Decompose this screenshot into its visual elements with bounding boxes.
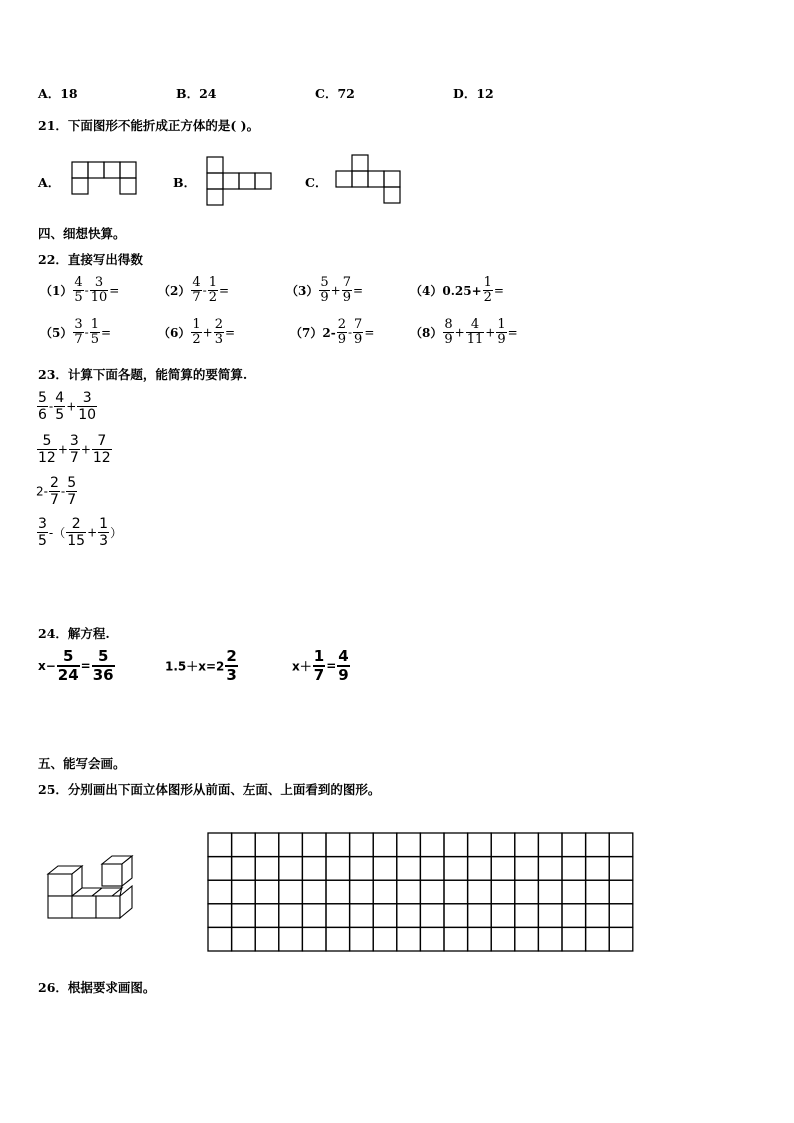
denominator: 7	[313, 666, 325, 684]
fraction	[66, 516, 86, 549]
grid-cell[interactable]	[515, 904, 539, 928]
grid-cell[interactable]	[420, 880, 444, 904]
grid-cell[interactable]	[586, 857, 610, 881]
grid-cell[interactable]	[397, 880, 421, 904]
grid-cell[interactable]	[468, 904, 492, 928]
drawing-grid[interactable]	[207, 832, 635, 954]
grid-cell[interactable]	[208, 857, 232, 881]
grid-cell[interactable]	[255, 880, 279, 904]
question-25-stem: 25．分别画出下面立体图形从前面、左面、上面看到的图形。	[38, 782, 381, 797]
operator: +	[454, 325, 465, 340]
q24-equation-2	[165, 648, 239, 684]
q22-item-8	[410, 318, 518, 347]
grid-cell[interactable]	[373, 857, 397, 881]
numerator: 5	[320, 275, 329, 290]
operator: =	[224, 325, 236, 340]
grid-cell[interactable]	[609, 880, 633, 904]
numerator: 1	[208, 275, 217, 290]
fraction	[214, 318, 224, 347]
q22-item-1	[40, 276, 119, 305]
grid-cell[interactable]	[232, 927, 256, 951]
q22-item-6	[158, 318, 235, 347]
operator: +	[80, 442, 91, 457]
fraction	[443, 318, 453, 347]
grid-cell[interactable]	[444, 857, 468, 881]
grid-cell[interactable]	[326, 927, 350, 951]
cube-net-c	[334, 153, 404, 205]
numerator: 3	[94, 275, 104, 290]
grid-cell[interactable]	[208, 880, 232, 904]
denominator: 7	[74, 332, 83, 347]
numerator: 2	[71, 516, 81, 532]
q21-label-a: A．	[38, 175, 61, 190]
fraction	[496, 318, 506, 347]
grid-cell[interactable]	[491, 880, 515, 904]
operator: -	[84, 325, 89, 340]
grid-cell[interactable]	[538, 927, 562, 951]
grid-cell[interactable]	[279, 904, 303, 928]
numerator: 1	[99, 516, 109, 532]
operator: +	[57, 442, 68, 457]
denominator: 12	[38, 450, 56, 466]
fraction	[342, 276, 352, 305]
denominator: 24	[57, 666, 79, 684]
denominator: 7	[69, 450, 79, 466]
fraction	[191, 318, 201, 347]
fraction	[483, 276, 493, 305]
grid-cell[interactable]	[491, 857, 515, 881]
q22-item-7	[290, 318, 374, 347]
grid-cell[interactable]	[350, 857, 374, 881]
grid-cell[interactable]	[538, 857, 562, 881]
grid-cell[interactable]	[279, 927, 303, 951]
operator: +	[330, 283, 341, 298]
fraction	[191, 276, 201, 305]
item-number: （8）	[410, 326, 443, 340]
grid-cell[interactable]	[350, 880, 374, 904]
grid-cell[interactable]	[232, 880, 256, 904]
grid-cell[interactable]	[444, 904, 468, 928]
denominator: 5	[90, 332, 99, 347]
numerator: 1	[483, 275, 492, 290]
grid-cell[interactable]	[326, 880, 350, 904]
grid-cell[interactable]	[444, 927, 468, 951]
operator: +	[66, 399, 77, 414]
operator: 2-	[36, 484, 48, 499]
item-number: （3）	[286, 284, 319, 298]
grid-cell[interactable]	[350, 904, 374, 928]
grid-cell[interactable]	[208, 927, 232, 951]
fraction	[37, 390, 48, 423]
q22-item-2	[158, 276, 229, 305]
q22-item-3	[286, 276, 363, 305]
grid-cell[interactable]	[562, 927, 586, 951]
operator: =	[100, 325, 112, 340]
operator: =	[364, 325, 375, 340]
operator: +	[87, 525, 98, 540]
grid-cell[interactable]	[609, 857, 633, 881]
grid-cell[interactable]	[397, 927, 421, 951]
grid-cell[interactable]	[279, 857, 303, 881]
denominator: 9	[444, 332, 453, 347]
denominator: 15	[67, 533, 86, 549]
grid-cell[interactable]	[255, 927, 279, 951]
grid-cell[interactable]	[373, 833, 397, 857]
denominator: 10	[90, 290, 108, 305]
fraction	[92, 433, 112, 466]
numerator: 3	[74, 317, 83, 332]
section-4-heading: 四、细想快算。	[38, 226, 126, 241]
numerator: 2	[337, 317, 346, 332]
q21-label-c: C．	[305, 175, 328, 190]
grid-cell[interactable]	[326, 833, 350, 857]
denominator: 7	[49, 492, 59, 508]
denominator: 9	[354, 332, 363, 347]
item-number: （6）	[158, 326, 191, 340]
grid-cell[interactable]	[397, 904, 421, 928]
grid-cell[interactable]	[491, 833, 515, 857]
numerator: 1	[192, 317, 201, 332]
grid-cell[interactable]	[586, 904, 610, 928]
numerator: 2	[214, 317, 223, 332]
fraction	[90, 276, 109, 305]
denominator: 9	[320, 290, 329, 305]
grid-cell[interactable]	[373, 904, 397, 928]
grid-cell[interactable]	[586, 880, 610, 904]
grid-cell[interactable]	[420, 833, 444, 857]
grid-cell[interactable]	[302, 833, 326, 857]
operator: -（	[48, 526, 66, 540]
grid-cell[interactable]	[538, 880, 562, 904]
q24-equation-1	[38, 648, 116, 684]
grid-cell[interactable]	[609, 927, 633, 951]
grid-cell[interactable]	[420, 904, 444, 928]
denominator: 3	[214, 332, 223, 347]
operator: -	[84, 283, 89, 298]
option-c: C．72	[315, 86, 355, 101]
operator: =	[80, 659, 91, 673]
operator: x−	[38, 659, 56, 673]
fraction	[337, 648, 349, 684]
q23-expression-2	[36, 433, 113, 466]
fraction	[208, 276, 218, 305]
grid-cell[interactable]	[444, 833, 468, 857]
numerator: 8	[444, 317, 453, 332]
grid-cell[interactable]	[373, 880, 397, 904]
fraction	[319, 276, 329, 305]
denominator: 5	[55, 407, 65, 423]
q22-item-5	[40, 318, 111, 347]
numerator: 5	[42, 433, 52, 449]
question-26-stem: 26．根据要求画图。	[38, 980, 156, 995]
operator: =	[352, 283, 364, 298]
operator: x＋	[292, 659, 312, 674]
grid-cell[interactable]	[562, 857, 586, 881]
numerator: 7	[342, 275, 351, 290]
section-5-heading: 五、能写会画。	[38, 756, 126, 771]
fraction	[313, 648, 325, 684]
fraction	[466, 318, 485, 347]
grid-cell[interactable]	[515, 880, 539, 904]
fraction	[54, 390, 65, 423]
grid-cell[interactable]	[538, 833, 562, 857]
grid-cell[interactable]	[279, 833, 303, 857]
item-number: （2）	[158, 284, 191, 298]
denominator: 2	[192, 332, 201, 347]
item-number: （5）	[40, 326, 73, 340]
numerator: 4	[470, 317, 480, 332]
grid-cell[interactable]	[609, 904, 633, 928]
denominator: 6	[38, 407, 47, 423]
operator: ）	[110, 526, 123, 540]
grid-cell[interactable]	[609, 833, 633, 857]
fraction	[57, 648, 80, 684]
denominator: 36	[92, 666, 114, 684]
grid-cell[interactable]	[208, 904, 232, 928]
fraction	[37, 516, 48, 549]
numerator: 3	[82, 390, 92, 406]
grid-cell[interactable]	[515, 833, 539, 857]
q24-equation-3	[292, 648, 351, 684]
numerator: 4	[74, 275, 83, 290]
denominator: 2	[208, 290, 217, 305]
option-b: B．24	[176, 86, 217, 101]
grid-cell[interactable]	[491, 904, 515, 928]
fraction	[77, 390, 97, 423]
numerator: 3	[38, 516, 47, 532]
denominator: 11	[466, 332, 484, 347]
numerator: 5	[38, 390, 47, 406]
operator: =	[493, 283, 504, 298]
numerator: 1	[90, 317, 99, 332]
grid-cell[interactable]	[232, 857, 256, 881]
grid-cell[interactable]	[279, 880, 303, 904]
numerator: 5	[97, 647, 109, 665]
grid-cell[interactable]	[420, 927, 444, 951]
operator: +	[485, 325, 496, 340]
item-number: （4）0.25+	[410, 284, 482, 298]
denominator: 7	[67, 492, 77, 508]
fraction	[73, 318, 83, 347]
fraction	[92, 648, 115, 684]
numerator: 2	[226, 647, 237, 665]
grid-cell[interactable]	[468, 833, 492, 857]
operator: -	[48, 399, 54, 414]
operator: +	[202, 325, 213, 340]
grid-cell[interactable]	[586, 927, 610, 951]
operator: 1.5＋x=2	[165, 659, 225, 674]
numerator: 5	[67, 475, 77, 491]
q23-expression-1	[36, 390, 98, 423]
q22-item-4	[410, 276, 504, 305]
denominator: 2	[483, 290, 492, 305]
question-22-stem: 22．直接写出得数	[38, 252, 143, 267]
denominator: 9	[337, 332, 346, 347]
grid-cell[interactable]	[232, 904, 256, 928]
grid-cell[interactable]	[491, 927, 515, 951]
denominator: 5	[74, 290, 83, 305]
grid-cell[interactable]	[350, 833, 374, 857]
numerator: 4	[192, 275, 201, 290]
grid-cell[interactable]	[326, 904, 350, 928]
q23-expression-3	[36, 475, 78, 508]
q21-label-b: B．	[173, 175, 197, 190]
denominator: 12	[92, 450, 111, 466]
denominator: 10	[78, 407, 97, 423]
grid-cell[interactable]	[538, 904, 562, 928]
numerator: 3	[69, 433, 79, 449]
denominator: 5	[38, 533, 47, 549]
grid-cell[interactable]	[373, 927, 397, 951]
numerator: 5	[63, 647, 74, 665]
grid-cell[interactable]	[302, 927, 326, 951]
grid-cell[interactable]	[420, 857, 444, 881]
grid-cell[interactable]	[302, 880, 326, 904]
grid-cell[interactable]	[586, 833, 610, 857]
operator: -	[202, 283, 207, 298]
grid-cell[interactable]	[232, 833, 256, 857]
item-number: （1）	[40, 284, 73, 298]
operator: -	[347, 325, 353, 340]
fraction	[73, 276, 83, 305]
numerator: 7	[354, 317, 363, 332]
fraction	[69, 433, 80, 466]
question-24-stem: 24．解方程.	[38, 626, 110, 641]
denominator: 3	[226, 666, 237, 684]
grid-cell[interactable]	[255, 904, 279, 928]
grid-cell[interactable]	[397, 857, 421, 881]
operator: =	[218, 283, 230, 298]
option-a: A．18	[38, 86, 78, 101]
denominator: 9	[338, 666, 349, 684]
grid-cell[interactable]	[302, 857, 326, 881]
cube-solid-figure	[44, 852, 144, 922]
fraction	[225, 648, 237, 684]
grid-cell[interactable]	[444, 880, 468, 904]
fraction	[49, 475, 60, 508]
denominator: 3	[99, 533, 109, 549]
grid-cell[interactable]	[208, 833, 232, 857]
numerator: 4	[338, 647, 349, 665]
grid-cell[interactable]	[515, 857, 539, 881]
denominator: 9	[497, 332, 506, 347]
grid-cell[interactable]	[350, 927, 374, 951]
grid-cell[interactable]	[326, 857, 350, 881]
grid-cell[interactable]	[468, 880, 492, 904]
grid-cell[interactable]	[255, 833, 279, 857]
item-number: （7）2-	[290, 326, 336, 340]
numerator: 1	[313, 647, 325, 665]
fraction	[337, 318, 347, 347]
grid-cell[interactable]	[562, 904, 586, 928]
operator: =	[326, 659, 337, 673]
question-21-stem: 21．下面图形不能折成正方体的是( )。	[38, 118, 260, 133]
operator: -	[60, 484, 66, 499]
grid-cell[interactable]	[302, 904, 326, 928]
operator: =	[507, 325, 518, 340]
grid-cell[interactable]	[255, 857, 279, 881]
option-d: D．12	[453, 86, 494, 101]
fraction	[90, 318, 100, 347]
fraction	[98, 516, 109, 549]
grid-cell[interactable]	[468, 857, 492, 881]
grid-cell[interactable]	[562, 833, 586, 857]
fraction	[37, 433, 57, 466]
operator: =	[109, 283, 120, 298]
q23-expression-4	[36, 516, 122, 549]
numerator: 1	[497, 317, 506, 332]
grid-cell[interactable]	[562, 880, 586, 904]
grid-cell[interactable]	[397, 833, 421, 857]
numerator: 7	[97, 433, 107, 449]
denominator: 9	[342, 290, 351, 305]
cube-net-a	[70, 160, 140, 198]
fraction	[66, 475, 77, 508]
fraction	[353, 318, 363, 347]
grid-cell[interactable]	[468, 927, 492, 951]
question-23-stem: 23．计算下面各题，能简算的要简算.	[38, 367, 248, 382]
cube-net-b	[205, 155, 275, 207]
numerator: 4	[55, 390, 65, 406]
denominator: 7	[192, 290, 201, 305]
grid-cell[interactable]	[515, 927, 539, 951]
numerator: 2	[49, 475, 59, 491]
